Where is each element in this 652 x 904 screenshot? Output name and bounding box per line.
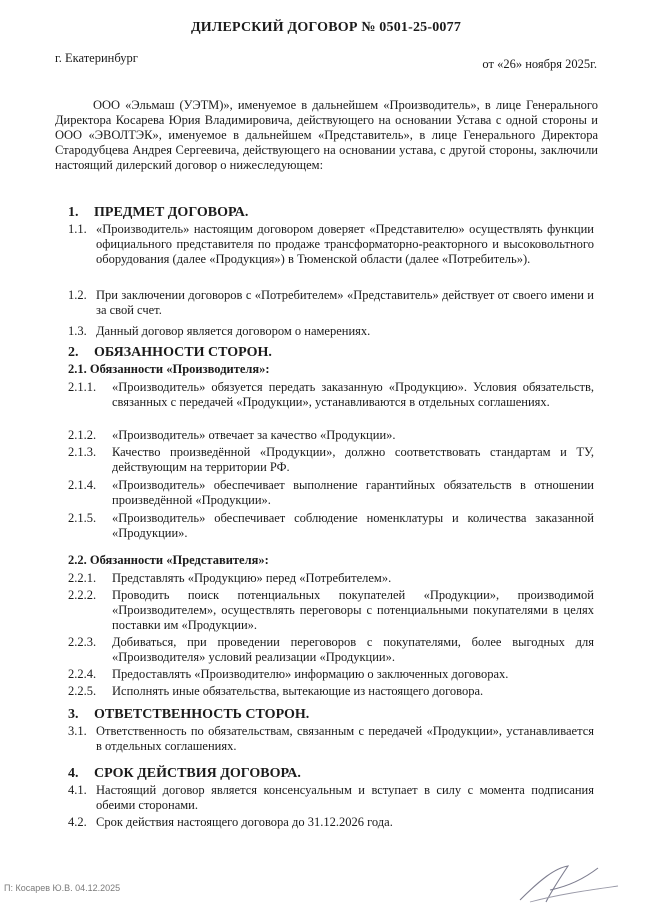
section-title: СРОК ДЕЙСТВИЯ ДОГОВОРА. (94, 766, 301, 781)
clause-number: 2.1.2. (68, 428, 97, 442)
clause-number: 2.2.1. (68, 571, 97, 585)
clause-number: 2.1.4. (68, 478, 97, 492)
clause-number: 4.2. (68, 815, 87, 829)
clause (68, 667, 594, 682)
city-label: г. Екатеринбург (55, 51, 138, 65)
clause-text: Предоставлять «Производителю» информацию о заключенных договорах. (112, 667, 509, 681)
clause (68, 511, 594, 541)
section-4-heading (68, 766, 301, 781)
clause (68, 380, 594, 425)
document-title: ДИЛЕРСКИЙ ДОГОВОР № 0501-25-0077 (190, 20, 462, 35)
section-title: ОТВЕТСТВЕННОСТЬ СТОРОН. (94, 707, 310, 722)
section-1-body (68, 222, 594, 339)
clause-text: При заключении договоров с «Потребителем» «Представитель» действует от своего имени и за свой счет. (96, 288, 594, 317)
clause-text: Качество произведённой «Продукции», должно соответствовать стандартам и ТУ, действующим на территории РФ. (112, 445, 594, 474)
signature-scribble (500, 860, 620, 904)
section-title: ПРЕДМЕТ ДОГОВОРА. (94, 205, 249, 220)
clause-number: 1.1. (68, 222, 87, 236)
clause-text: «Производитель» обязуется передать заказанную «Продукцию». Условия обязательств, связанных с передачей «Продукции», устанавливаются в отдельных соглашениях. (112, 380, 594, 409)
subsection-2-2-title: 2.2. Обязанности «Представителя»: (68, 553, 269, 567)
clause (68, 815, 594, 830)
section-number: 3. (68, 707, 79, 722)
clause-number: 4.1. (68, 783, 87, 797)
clause (68, 684, 594, 699)
clause (68, 445, 594, 475)
clause-text: Исполнять иные обязательства, вытекающие из настоящего договора. (112, 684, 484, 698)
clause-text: Добиваться, при проведении переговоров с покупателями, более выгодных для «Производителя» условий реализации «Продукции». (112, 635, 594, 664)
clause-number: 2.2.2. (68, 588, 97, 602)
clause (68, 428, 594, 443)
section-number: 1. (68, 205, 79, 220)
clause-number: 1.2. (68, 288, 87, 302)
clause-text: «Производитель» обеспечивает выполнение гарантийных обязательств в отношении произведённой «Продукции». (112, 478, 594, 507)
clause-number: 2.2.5. (68, 684, 97, 698)
section-number: 2. (68, 345, 79, 360)
clause-text: «Производитель» отвечает за качество «Продукции». (112, 428, 396, 442)
section-3-heading (68, 707, 309, 722)
date-label: от «26» ноября 2025г. (482, 57, 597, 71)
clause-text: Настоящий договор является консенсуальным и вступает в силу с момента подписания обеими сторонами. (96, 783, 594, 812)
clause-text: «Производитель» обеспечивает соблюдение номенклатуры и количества заказанной «Продукции». (112, 511, 594, 540)
section-1-heading (68, 205, 248, 220)
subsection-2-1-title: 2.1. Обязанности «Производителя»: (68, 362, 270, 376)
clause-number: 2.2.4. (68, 667, 97, 681)
clause-number: 2.1.1. (68, 380, 97, 394)
clause-text: Проводить поиск потенциальных покупателей «Продукции», производимой «Производителем», осуществлять переговоры с потенциальными покупателями в целях поставки им «Продукции». (112, 588, 594, 632)
clause (68, 478, 594, 508)
clause-text: Представлять «Продукцию» перед «Потребителем». (112, 571, 392, 585)
section-2-heading (68, 345, 272, 360)
section-3-body (68, 724, 594, 754)
clause (68, 783, 594, 815)
clause (68, 324, 594, 339)
clause (68, 288, 594, 322)
section-4-body (68, 783, 594, 830)
subsection-2-2-body (68, 571, 594, 699)
subsection-2-1-body (68, 380, 594, 541)
clause (68, 724, 594, 754)
clause (68, 588, 594, 633)
clause-text: Ответственность по обязательствам, связанным с передачей «Продукции», устанавливается в отдельных соглашениях. (96, 724, 594, 753)
clause-text: Данный договор является договором о намерениях. (96, 324, 371, 338)
clause (68, 571, 594, 586)
signature-stamp-text: П: Косарев Ю.В. 04.12.2025 (4, 883, 121, 893)
intro-paragraph: ООО «Эльмаш (УЭТМ)», именуемое в дальнейшем «Производитель», в лице Генерального Директора Косарева Юрия Владимировича, действующего на основании Устава с одной стороны и ООО «ЭВОЛТЭК», именуемое в дальнейшем «Представитель», в лице Генерального Директора Стародубцева Андрея Сергеевича, действующего на основании устава, с другой стороны, заключили настоящий дилерский договор о нижеследующем: (55, 98, 598, 172)
clause-number: 2.1.3. (68, 445, 97, 459)
clause-text: «Производитель» настоящим договором доверяет «Представителю» осуществлять функции официального представителя по продаже трансформаторно-реакторного и высоковольтного оборудования (далее «Продукция») в Тюменской области (далее «Потребитель»). (96, 222, 594, 266)
clause (68, 222, 594, 284)
section-number: 4. (68, 766, 79, 781)
clause-number: 2.2.3. (68, 635, 97, 649)
section-title: ОБЯЗАННОСТИ СТОРОН. (94, 345, 272, 360)
clause-number: 1.3. (68, 324, 87, 338)
clause-number: 2.1.5. (68, 511, 97, 525)
clause-text: Срок действия настоящего договора до 31.12.2026 года. (96, 815, 393, 829)
clause-number: 3.1. (68, 724, 87, 738)
clause (68, 635, 594, 665)
